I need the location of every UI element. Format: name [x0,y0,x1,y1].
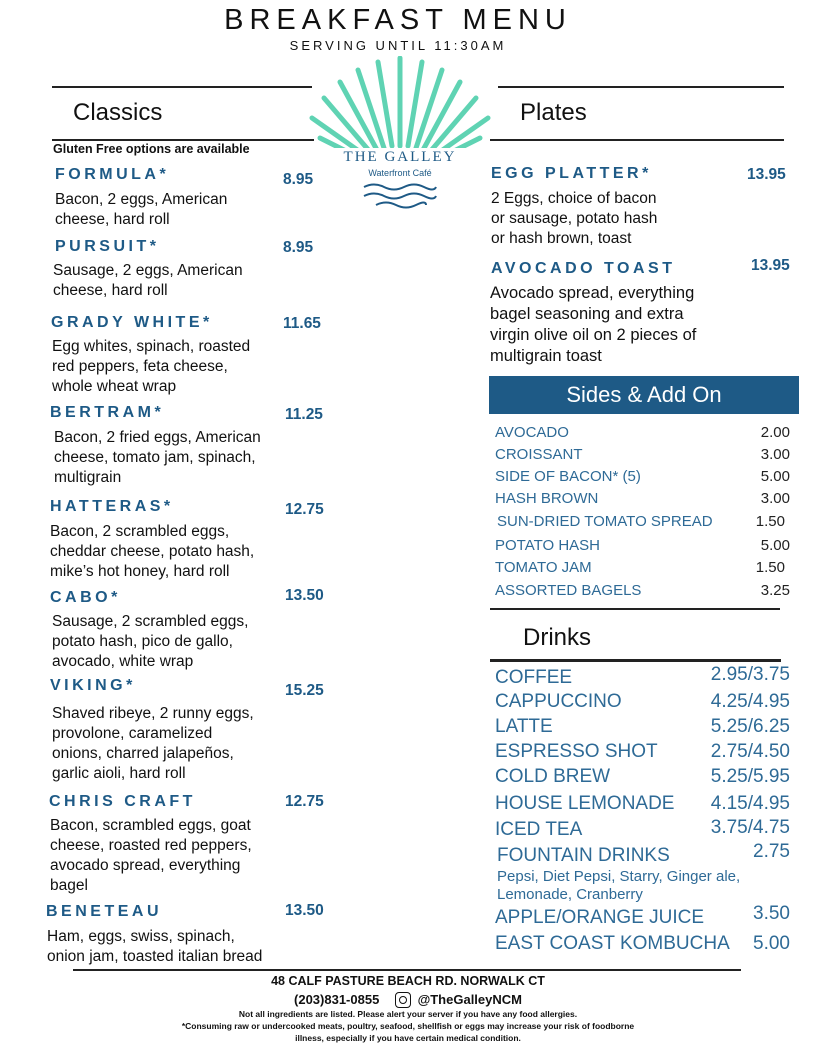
gluten-free-note: Gluten Free options are available [53,142,250,156]
menu-item-price: 12.75 [285,501,324,518]
menu-item-price: 13.50 [285,587,324,604]
sides-bottom-rule [490,608,780,610]
menu-item-price: 13.95 [747,166,786,183]
menu-item-name: CABO* [50,589,121,606]
menu-item-desc: Bacon, 2 eggs, American cheese, hard roll [55,191,228,228]
menu-item-price: 13.50 [285,902,324,919]
menu-item-name: BENETEAU [46,903,163,920]
list-item: ASSORTED BAGELS 3.25 [495,582,790,599]
menu-item-desc: Sausage, 2 scrambled eggs, potato hash, pico de gallo, avocado, white wrap [52,613,249,670]
list-item: HASH BROWN 3.00 [495,490,790,507]
footer-rule [73,969,741,971]
menu-item-name: PURSUIT* [55,238,160,255]
menu-item-price: 13.95 [751,257,790,274]
classics-bottom-rule [52,139,314,141]
list-item: CROISSANT 3.00 [495,446,790,463]
classics-top-rule [52,86,312,88]
menu-item-desc: Shaved ribeye, 2 runny eggs, provolone, caramelized onions, charred jalapeños, garlic aioli, hard roll [52,705,254,782]
plates-top-rule [498,86,784,88]
footer-instagram[interactable]: @TheGalleyNCM [417,992,522,1008]
menu-item-desc: Ham, eggs, swiss, spinach, onion jam, toasted italian bread [47,928,263,965]
footer-phone: (203)831-0855 [294,992,380,1008]
footer-address: 48 CALF PASTURE BEACH RD. NORWALK CT [271,974,545,988]
menu-item-desc: 2 Eggs, choice of bacon or sausage, potato hash or hash brown, toast [491,190,658,247]
menu-item-desc: Bacon, 2 fried eggs, American cheese, tomato jam, spinach, multigrain [54,429,261,486]
menu-item-price: 11.65 [283,315,321,332]
footer-disclaimer: *Consuming raw or undercooked meats, poultry, seafood, shellfish or eggs may increase your risk of foodborne [181,1021,635,1031]
menu-item-desc: Sausage, 2 eggs, American cheese, hard roll [53,262,243,299]
list-item: AVOCADO 2.00 [495,424,790,441]
list-item: POTATO HASH 5.00 [495,537,790,554]
instagram-icon [395,992,411,1008]
fountain-drinks-note: Pepsi, Diet Pepsi, Starry, Ginger ale, Lemonade, Cranberry [497,868,741,903]
menu-item-desc: Avocado spread, everything bagel seasoning and extra virgin olive oil on 2 pieces of multigrain toast [490,284,697,365]
menu-item-name: CHRIS CRAFT [49,793,196,810]
list-item: SUN-DRIED TOMATO SPREAD 1.50 [497,513,785,530]
menu-item-desc: Egg whites, spinach, roasted red peppers, feta cheese, whole wheat wrap [52,338,251,395]
menu-item-name: FORMULA* [55,166,170,183]
menu-subtitle: SERVING UNTIL 11:30AM [289,38,507,53]
menu-item-price: 8.95 [283,171,314,188]
menu-item-name: EGG PLATTER* [491,165,652,182]
sides-heading: Sides & Add On [489,376,799,414]
menu-item-name: BERTRAM* [50,404,165,421]
footer-disclaimer: illness, especially if you have certain medical condition. [295,1033,521,1043]
menu-item-price: 8.95 [283,239,314,256]
menu-item-price: 11.25 [285,406,323,423]
classics-heading: Classics [73,99,163,126]
menu-item-name: HATTERAS* [50,498,174,515]
galley-logo [300,56,500,216]
drinks-heading: Drinks [523,624,592,651]
logo-name: THE GALLEY [300,148,500,166]
plates-heading: Plates [520,99,587,126]
list-item: SIDE OF BACON* (5) 5.00 [495,468,790,485]
menu-item-name: GRADY WHITE* [51,314,213,331]
waves-icon [360,182,440,210]
menu-item-name: VIKING* [50,677,136,694]
menu-item-desc: Bacon, scrambled eggs, goat cheese, roasted red peppers, avocado spread, everything bagel [50,817,252,894]
drinks-rule [490,659,781,662]
menu-item-name: AVOCADO TOAST [491,260,676,277]
menu-item-price: 15.25 [285,682,324,699]
plates-bottom-rule [490,139,784,141]
footer-disclaimer: Not all ingredients are listed. Please alert your server if you have any food allergies. [238,1009,578,1019]
menu-title: BREAKFAST MENU [224,4,572,36]
logo-tagline: Waterfront Café [368,168,432,178]
list-item: TOMATO JAM 1.50 [495,559,785,576]
footer-contact [0,991,816,1008]
menu-item-price: 12.75 [285,793,324,810]
menu-item-desc: Bacon, 2 scrambled eggs, cheddar cheese, potato hash, mike’s hot honey, hard roll [50,523,255,580]
